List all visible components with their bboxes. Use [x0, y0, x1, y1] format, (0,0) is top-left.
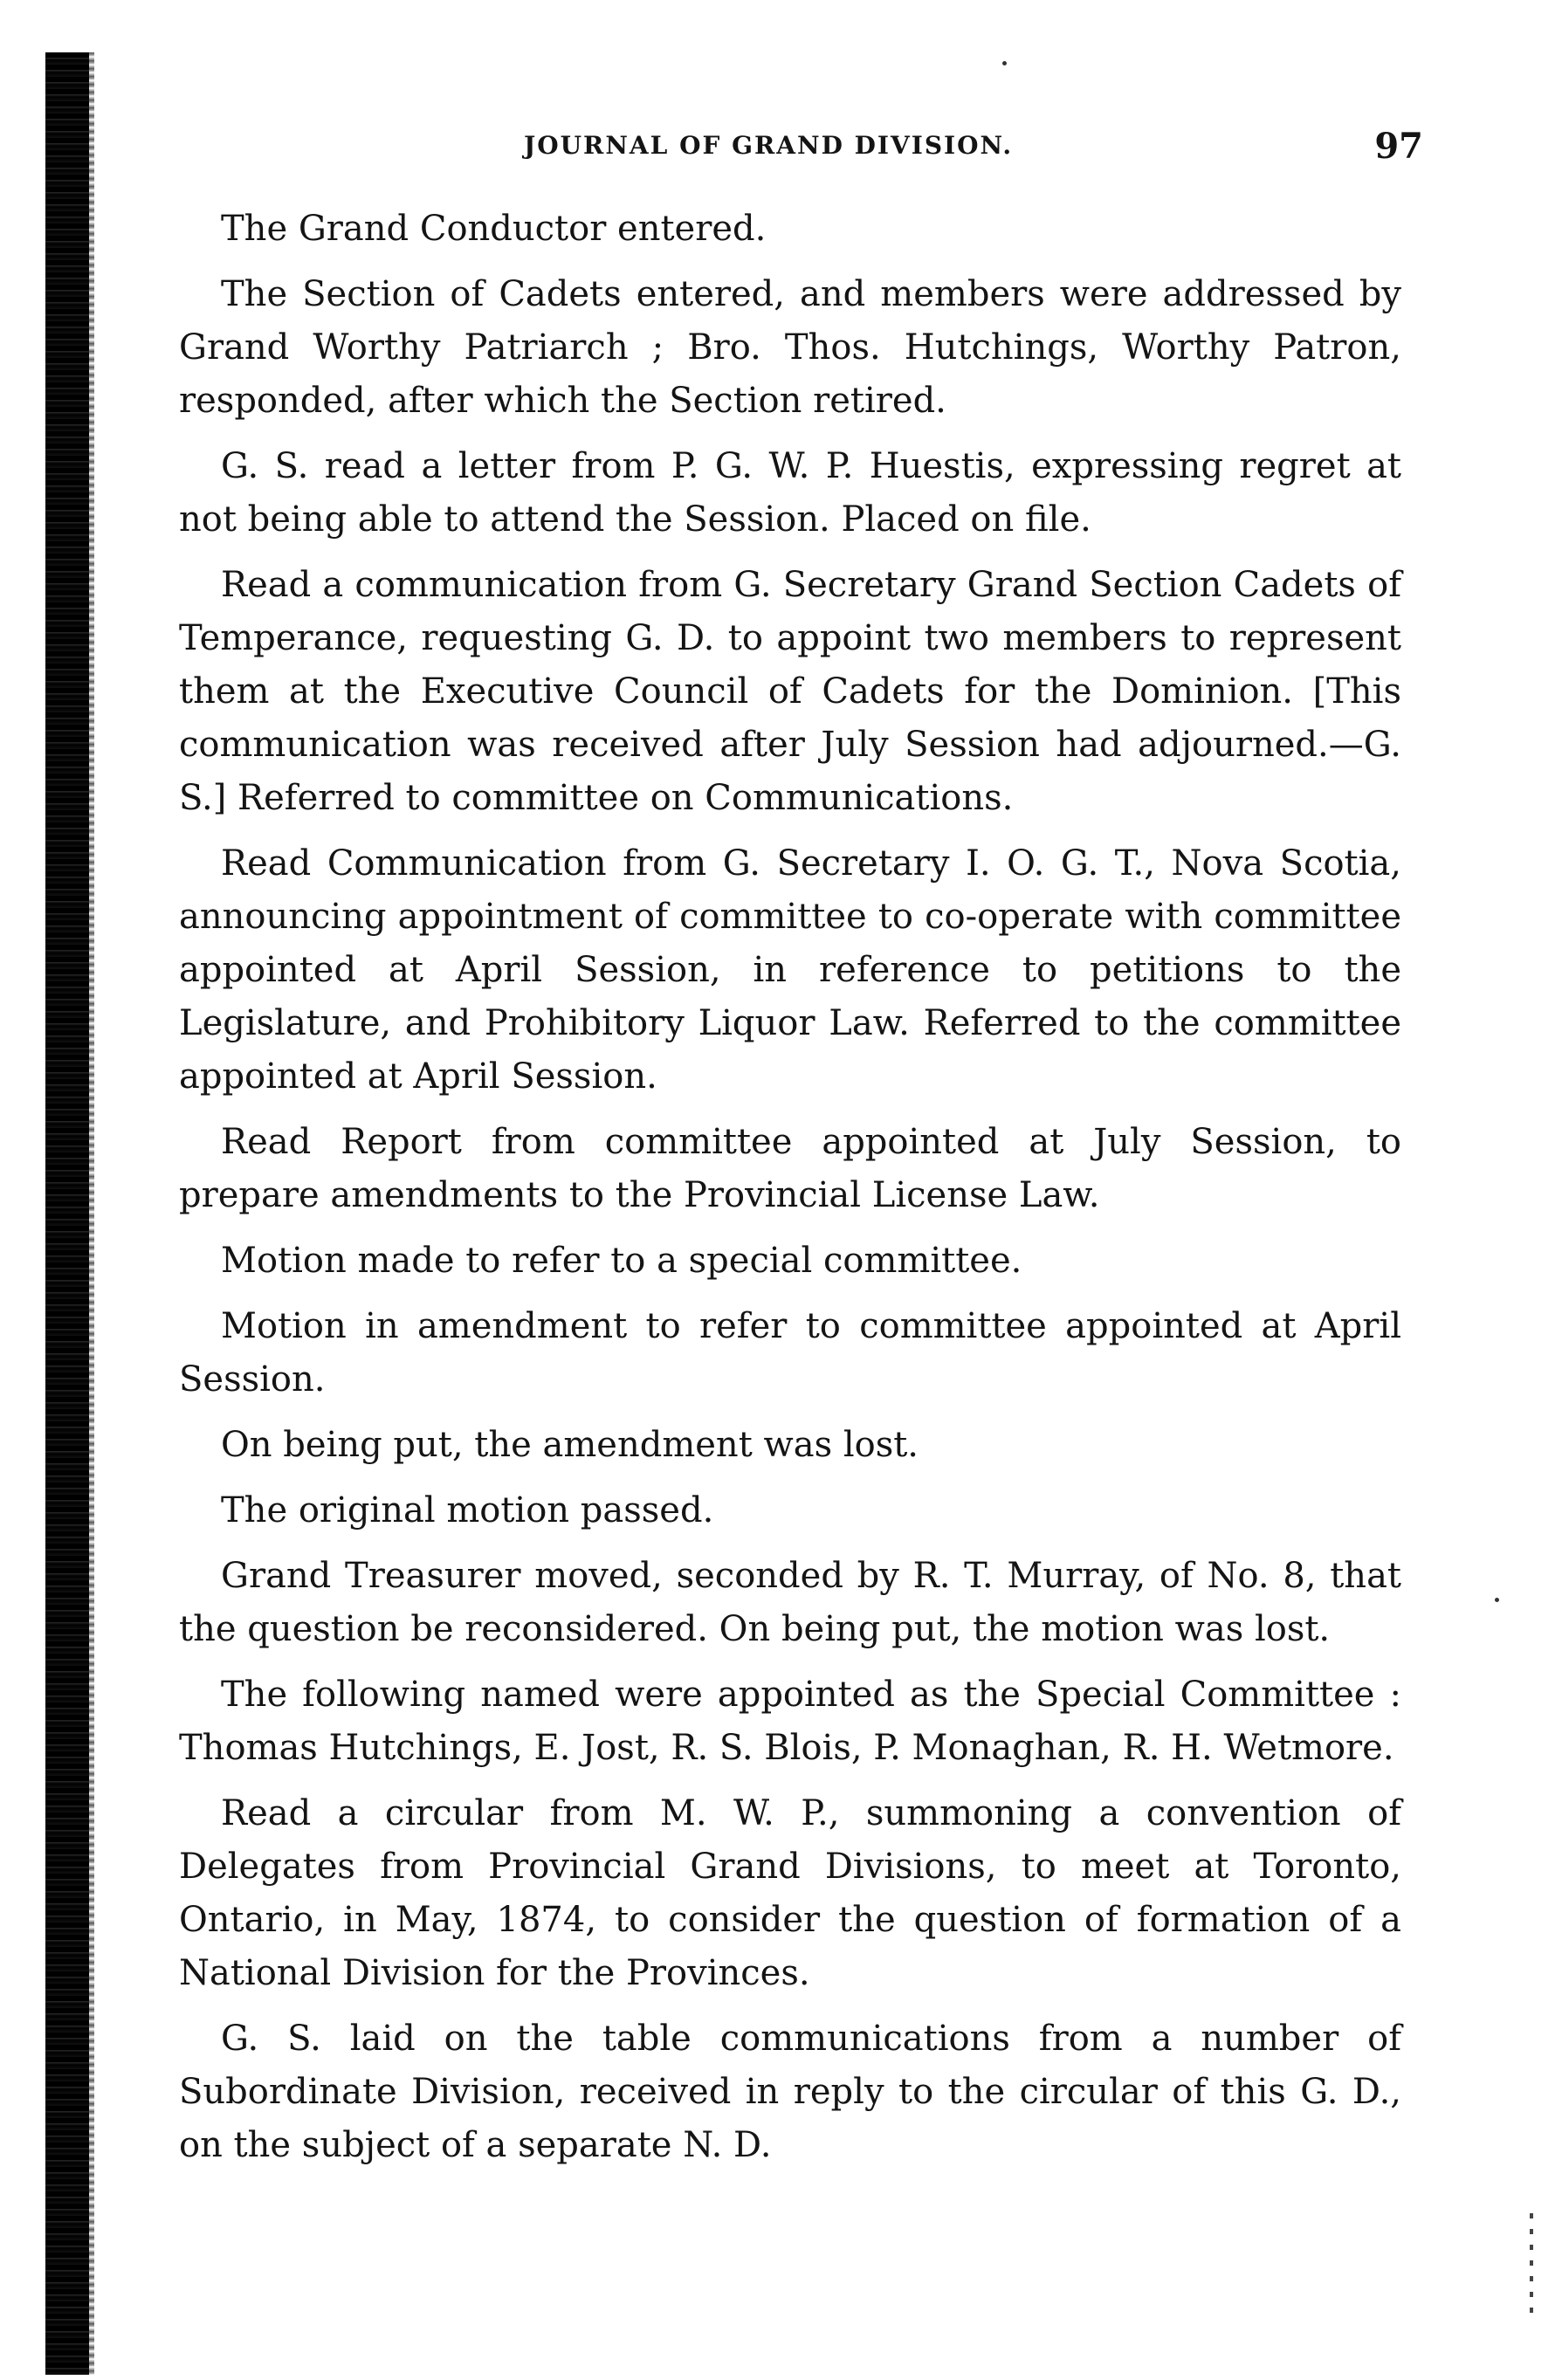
- paragraph: G. S. laid on the table communications from a number of Subordinate Division, received in reply to the circular of this G. D., on the subject of a separate N. D.: [179, 2019, 1401, 2165]
- paragraph: Motion in amendment to refer to committee appointed at April Session.: [179, 1306, 1401, 1400]
- paragraph: Read a circular from M. W. P., summoning a convention of Delegates from Provincial Grand Divisions, to meet at Toronto, Ontario, in May, 1874, to consider the question of formation of a National Division for the Provinces.: [179, 1793, 1401, 1993]
- edge-marks: [1530, 2213, 1533, 2318]
- print-speck: [1495, 1598, 1499, 1602]
- paragraph: G. S. read a letter from P. G. W. P. Huestis, expressing regret at not being able to attend the Session. Placed on file.: [179, 446, 1401, 540]
- paragraph: Read a communication from G. Secretary Grand Section Cadets of Temperance, requesting G. D. to appoint two members to represent them at the Executive Council of Cadets for the Dominion. [This communication was received after July Session had adjourned.—G. S.] Referred to committee on Communications.: [179, 565, 1401, 818]
- paragraph: Motion made to refer to a special committee.: [221, 1241, 1022, 1281]
- binding-edge: [45, 52, 89, 2375]
- running-head: JOURNAL OF GRAND DIVISION.: [524, 131, 1014, 160]
- paragraph: Grand Treasurer moved, seconded by R. T. Murray, of No. 8, that the question be reconsidered. On being put, the motion was lost.: [179, 1556, 1401, 1649]
- paragraph: The Grand Conductor entered.: [221, 209, 767, 249]
- print-speck: [1002, 61, 1007, 65]
- paragraph: The original motion passed.: [221, 1490, 714, 1530]
- paragraph: Read Report from committee appointed at July Session, to prepare amendments to the Provincial License Law.: [179, 1122, 1401, 1215]
- paragraph: On being put, the amendment was lost.: [221, 1425, 919, 1465]
- page-number: 97: [1374, 126, 1423, 167]
- page-header: [175, 126, 1423, 175]
- paragraph: The Section of Cadets entered, and members were addressed by Grand Worthy Patriarch ; Bro. Thos. Hutchings, Worthy Patron, responded, after which the Section retired.: [179, 274, 1401, 421]
- page-body: [179, 203, 1401, 2184]
- paragraph: The following named were appointed as the Special Committee : Thomas Hutchings, E. Jost, R. S. Blois, P. Monaghan, R. H. Wetmore.: [179, 1675, 1401, 1768]
- paragraph: Read Communication from G. Secretary I. O. G. T., Nova Scotia, announcing appointment of committee to co-operate with committee appointed at April Session, in reference to petitions to the Legislature, and Prohibitory Liquor Law. Referred to the committee appointed at April Session.: [179, 843, 1401, 1097]
